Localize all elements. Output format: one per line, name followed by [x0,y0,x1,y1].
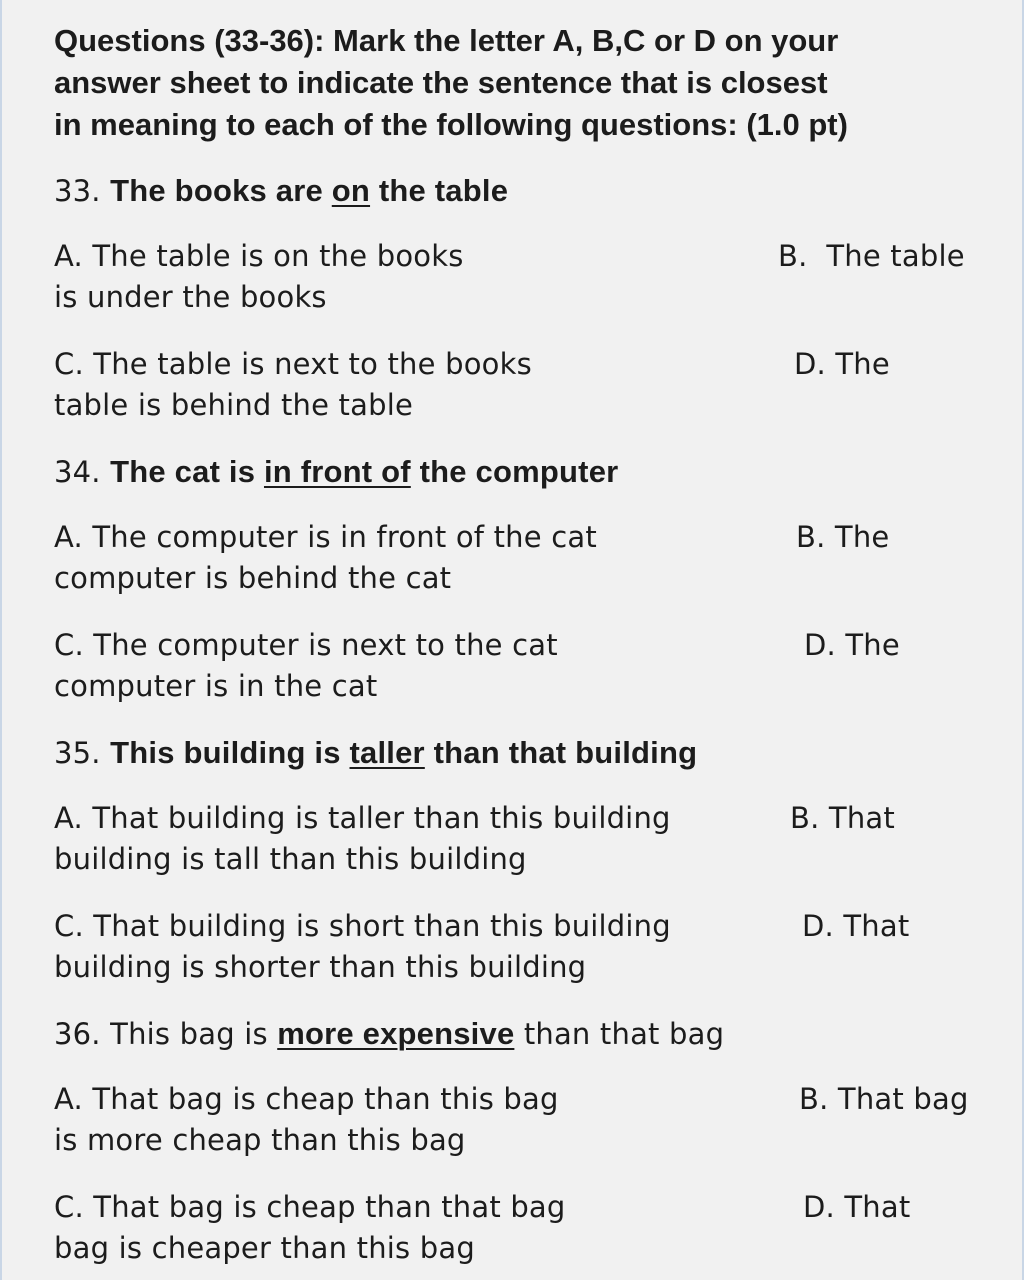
question-36-option-c: C. That bag is cheap than that bag [54,1190,566,1224]
question-text-after: than that building [433,735,698,770]
question-number: 35. [54,736,101,770]
question-33-option-b-continued: is under the books [54,280,327,314]
question-number: 33. [54,174,101,208]
question-34-title [54,451,618,493]
question-33-option-d: D. The [794,347,890,381]
question-35-option-d-continued: building is shorter than this building [54,950,587,984]
instructions-line-2: answer sheet to indicate the sentence that is closest [54,65,828,100]
question-33-title [54,170,508,212]
instructions-line-3: in meaning to each of the following questions: (1.0 pt) [54,107,848,142]
question-33-option-d-continued: table is behind the table [54,388,414,422]
question-text-before: The books are [110,173,323,208]
question-34-option-b-continued: computer is behind the cat [54,561,452,595]
question-36-option-d-continued: bag is cheaper than this bag [54,1231,475,1265]
question-text-before: This bag is [110,1017,268,1051]
question-text-after: the computer [419,454,619,489]
question-35-option-c: C. That building is short than this building [54,909,671,943]
question-34-option-d-continued: computer is in the cat [54,669,378,703]
question-number: 34. [54,455,101,489]
question-35-option-b-continued: building is tall than this building [54,842,527,876]
question-underlined-word: more expensive [277,1016,515,1051]
question-35-option-d: D. That [802,909,910,943]
question-underlined-word: taller [349,735,425,770]
question-underlined-word: in front of [263,454,411,489]
question-underlined-word: on [331,173,371,208]
question-34-option-b: B. The [796,520,890,554]
question-35-option-a: A. That building is taller than this building [54,801,671,835]
question-33-option-c: C. The table is next to the books [54,347,532,381]
instructions-heading [54,20,1004,146]
question-text-after: the table [378,173,509,208]
question-35-title [54,732,697,774]
question-35-option-b: B. That [790,801,895,835]
instructions-line-1: Questions (33-36): Mark the letter A, B,C or D on your [54,23,839,58]
question-34-option-a: A. The computer is in front of the cat [54,520,597,554]
question-36-option-d: D. That [803,1190,911,1224]
question-text-after: than that bag [523,1017,725,1051]
question-33-option-a: A. The table is on the books [54,239,464,273]
question-36-option-a: A. That bag is cheap than this bag [54,1082,559,1116]
question-34-option-d: D. The [804,628,900,662]
question-text-before: This building is [110,735,341,770]
question-number: 36. [54,1017,101,1051]
question-36-title [54,1013,724,1055]
question-text-before: The cat is [110,454,256,489]
question-34-option-c: C. The computer is next to the cat [54,628,558,662]
question-36-option-b: B. That bag [799,1082,969,1116]
question-33-option-b: B. The table [778,239,965,273]
question-36-option-b-continued: is more cheap than this bag [54,1123,466,1157]
